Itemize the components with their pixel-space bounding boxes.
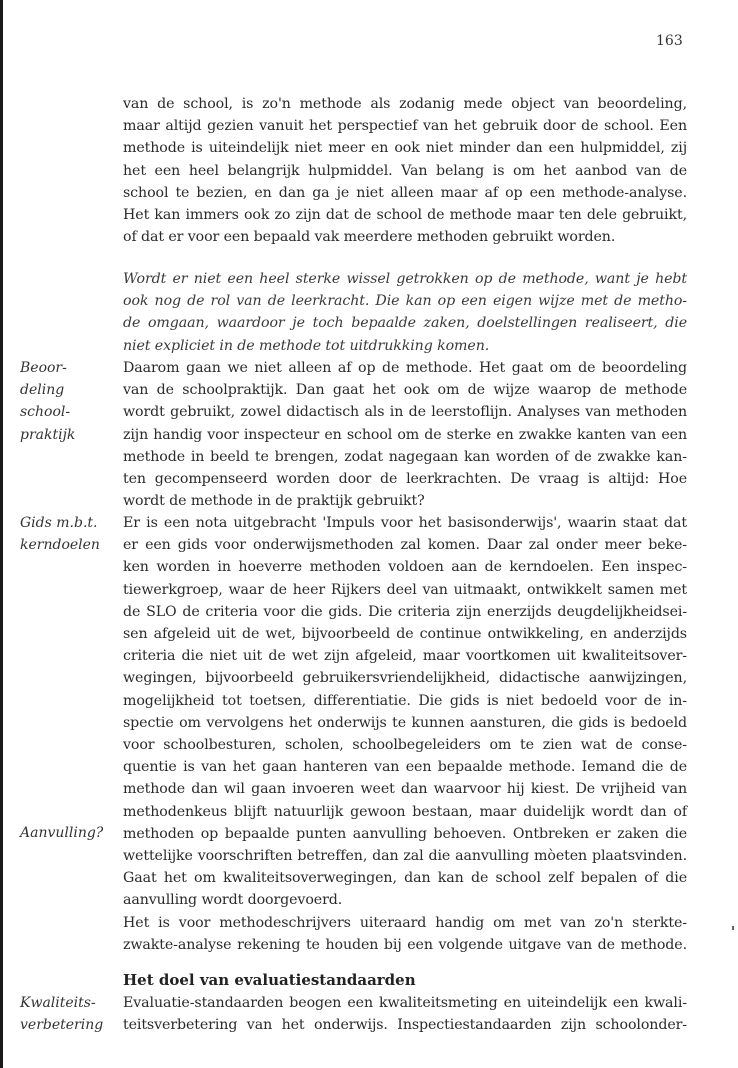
text-line: wordt gebruikt, zowel didactisch als in de leerstoflijn. Analyses van methoden [123,404,687,421]
margin-note-line: deling [20,382,65,399]
text-line: aanvulling wordt doorgevoerd. [123,892,343,909]
text-line: Het kan immers ook zo zijn dat de school de methode maar ten dele gebruikt, [123,207,687,224]
margin-note-line: Kwaliteits- [20,995,96,1011]
text-line: zijn handig voor inspecteur en school om de sterke en zwakke kanten van een [123,426,687,443]
text-line: spectie om vervolgens het onderwijs te kunnen aansturen, die gids is bedoeld [123,714,687,731]
text-line: methode dan wil gaan invoeren weet dan waarvoor hij kiest. De vrijheid van [123,781,687,798]
text-line: wegingen, bijvoorbeeld gebruikersvriendelijkheid, didactische aanwijzingen, [123,670,687,687]
text-line: criteria die niet uit de wet zijn afgeleid, maar voortkomen uit kwaliteitsover- [123,648,687,665]
paragraph-guide-core-objectives [123,512,687,956]
text-line: het een heel belangrijk hulpmiddel. Van belang is om het aanbod van de [123,162,687,179]
paragraph-evaluation-standards [123,992,687,1036]
margin-note-line: school- [20,404,71,421]
text-line: van de school, is zo'n methode als zodanig mede object van beoordeling, [123,96,687,112]
page-number: 163 [656,33,683,49]
text-line: tiewerkgroep, waar de heer Rijkers deel van uitmaakt, ontwikkelt samen met [123,581,687,598]
margin-note-gids [20,512,120,556]
quote-question [123,268,687,357]
text-line: de omgaan, waardoor je toch bepaalde zaken, doelstellingen realiseert, die [123,315,687,332]
text-line: teitsverbetering van het onderwijs. Inspectiestandaarden zijn schoolonder- [123,1017,687,1034]
text-line: wordt de methode in de praktijk gebruikt? [123,493,425,510]
text-line: Het is voor methodeschrijvers uiteraard handig om met van zo'n sterkte- [123,914,687,931]
text-line: de SLO de criteria voor die gids. Die criteria zijn enerzijds deugdelijkheidsei- [123,603,687,620]
text-line: Er is een nota uitgebracht 'Impuls voor het basisonderwijs', waarin staat dat [123,515,687,531]
margin-note-kwaliteit [20,992,120,1036]
text-line: Evaluatie-standaarden beogen een kwaliteitsmeting en uiteindelijk een kwali- [123,995,687,1011]
margin-note-line: verbetering [20,1017,104,1034]
margin-note-beoordeling [20,357,120,446]
text-line: voor schoolbesturen, scholen, schoolbegeleiders om te zien wat de conse- [123,737,687,754]
text-line: zwakte-analyse rekening te houden bij een volgende uitgave van de methode. [123,936,687,953]
page-binding-edge [0,0,3,1068]
text-line: van de schoolpraktijk. Dan gaat het ook om de wijze waarop de methode [123,382,687,399]
text-line: quentie is van het gaan hanteren van een bepaalde methode. Iemand die de [123,759,687,776]
text-line: niet expliciet in de methode tot uitdrukking komen. [123,337,490,354]
paragraph-method-evaluation [123,93,687,248]
margin-note-line: kerndoelen [20,537,100,554]
text-line: methoden op bepaalde punten aanvulling behoeven. Ontbreken er zaken die [123,825,687,842]
text-line: Wordt er niet een heel sterke wissel getrokken op de methode, want je hebt [123,271,687,287]
margin-note-line: Aanvulling? [20,825,104,841]
margin-note-line: Gids m.b.t. [20,515,98,531]
text-line: er een gids voor onderwijsmethoden zal komen. Daar zal onder meer beke- [123,537,687,554]
text-line: ken worden in hoeverre methoden voldoen aan de kerndoelen. Een inspec- [123,559,687,576]
text-line: ook nog de rol van de leerkracht. Die kan op een eigen wijze met de metho- [123,293,687,310]
margin-note-line: praktijk [20,426,76,443]
paragraph-school-practice [123,357,687,512]
text-line: ten gecompenseerd worden door de leerkrachten. De vraag is altijd: Hoe [123,471,687,488]
text-line: maar altijd gezien vanuit het perspectief van het gebruik door de school. Een [123,118,687,135]
text-line: methode in beeld te brengen, zodat nagegaan kan worden of de zwakke kan- [123,448,687,465]
text-line: wettelijke voorschriften betreffen, dan zal die aanvulling mòeten plaatsvinden. [123,848,687,865]
text-line: Daarom gaan we niet alleen af op de methode. Het gaat om de beoordeling [123,360,687,376]
text-line: methodenkeus blijft natuurlijk gewoon bestaan, maar duidelijk wordt dan of [123,803,687,820]
section-heading: Het doel van evaluatiestandaarden [123,971,416,989]
scan-speck [732,926,734,930]
text-line: Gaat het om kwaliteitsoverwegingen, dan kan de school zelf bepalen of die [123,870,687,887]
text-line: school te bezien, en dan ga je niet alleen maar af op een methode-analyse. [123,184,687,201]
text-line: mogelijkheid tot toetsen, differentiatie. Die gids is niet bedoeld voor de in- [123,692,687,709]
text-line: methode is uiteindelijk niet meer en ook niet minder dan een hulpmiddel, zij [123,140,687,157]
margin-note-aanvulling [20,822,120,844]
text-line: sen afgeleid uit de wet, bijvoorbeeld de continue ontwikkeling, en anderzijds [123,626,687,643]
text-line: of dat er voor een bepaald vak meerdere methoden gebruikt worden. [123,229,616,246]
margin-note-line: Beoor- [20,360,67,376]
